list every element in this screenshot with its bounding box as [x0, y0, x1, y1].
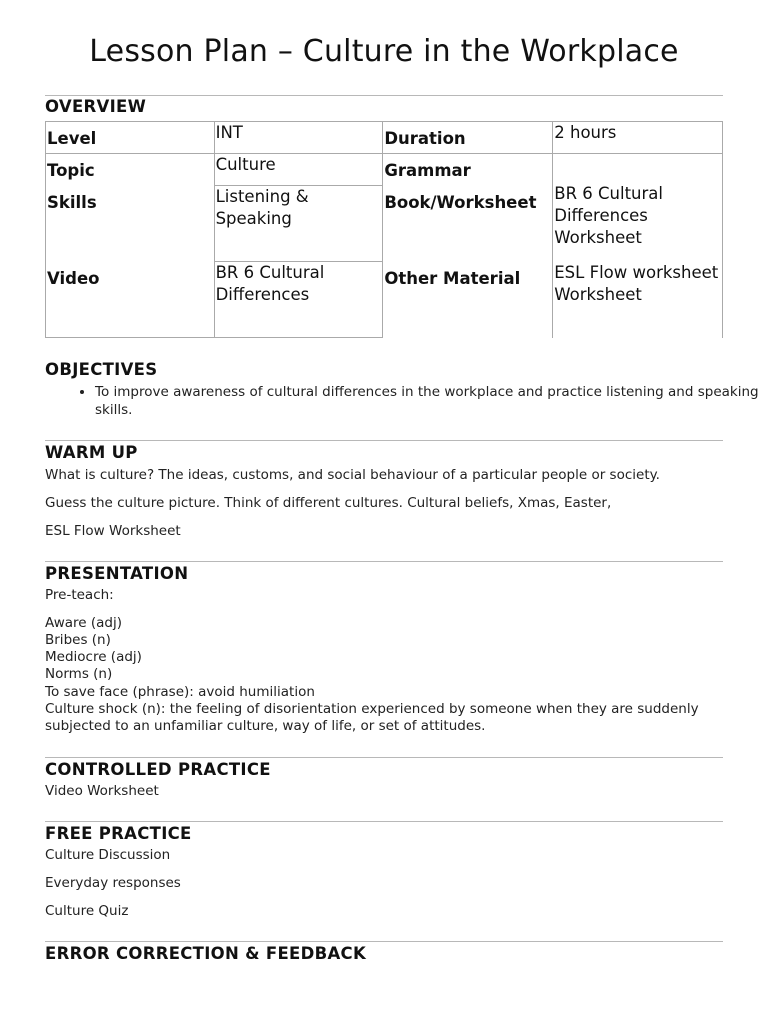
controlled-practice-heading: CONTROLLED PRACTICE — [45, 760, 271, 779]
vocab-item: To save face (phrase): avoid humiliation — [45, 684, 315, 700]
duration-value: 2 hours — [553, 122, 723, 154]
section-divider — [45, 821, 723, 822]
free-practice-line: Culture Discussion — [45, 847, 171, 863]
section-divider — [45, 440, 723, 441]
video-label: Video — [46, 262, 215, 338]
error-correction-heading: ERROR CORRECTION & FEEDBACK — [45, 944, 367, 963]
book-label: Book/Worksheet — [383, 186, 553, 262]
free-practice-line: Everyday responses — [45, 875, 181, 891]
warm-up-line: Guess the culture picture. Think of different cultures. Cultural beliefs, Xmas, Easter, — [45, 495, 612, 511]
vocab-item: Culture shock (n): the feeling of disorientation experienced by someone when they are suddenly subjected to an unfamiliar culture, way of life, or set of attitudes. — [45, 701, 699, 734]
overview-row-video — [46, 262, 723, 338]
topic-value: Culture — [214, 154, 383, 186]
vocab-item: Aware (adj) — [45, 615, 122, 631]
vocab-item: Bribes (n) — [45, 632, 111, 648]
overview-row-topic — [46, 154, 723, 186]
section-divider — [45, 941, 723, 942]
pre-teach-label: Pre-teach: — [45, 587, 114, 603]
objectives-list — [45, 383, 765, 419]
free-practice-line: Culture Quiz — [45, 903, 129, 919]
overview-row-level — [46, 122, 723, 154]
section-divider — [45, 757, 723, 758]
warm-up-line: What is culture? The ideas, customs, and social behaviour of a particular people or society. — [45, 467, 660, 483]
warm-up-line: ESL Flow Worksheet — [45, 523, 181, 539]
document-title: Lesson Plan – Culture in the Workplace — [89, 34, 679, 69]
book-value: BR 6 Cultural Differences Worksheet — [553, 154, 723, 262]
warm-up-heading: WARM UP — [45, 443, 138, 462]
objectives-heading: OBJECTIVES — [45, 360, 158, 379]
level-value: INT — [214, 122, 383, 154]
overview-table — [45, 121, 723, 338]
video-value: BR 6 Cultural Differences — [214, 262, 383, 338]
skills-label: Skills — [46, 186, 215, 262]
level-label: Level — [46, 122, 215, 154]
section-divider — [45, 95, 723, 96]
other-material-label: Other Material — [384, 268, 521, 288]
vocab-item: Mediocre (adj) — [45, 649, 142, 665]
controlled-practice-line: Video Worksheet — [45, 783, 159, 799]
skills-value: Listening & Speaking — [214, 186, 383, 262]
vocab-item: Norms (n) — [45, 666, 113, 682]
other-material-value: ESL Flow worksheet Worksheet — [553, 262, 723, 338]
topic-label: Topic — [46, 154, 215, 186]
objective-item: • To improve awareness of cultural differences in the workplace and practice listening and speaking skills. — [95, 383, 765, 419]
section-divider — [45, 561, 723, 562]
overview-heading: OVERVIEW — [45, 97, 147, 116]
duration-label: Duration — [383, 122, 553, 154]
free-practice-heading: FREE PRACTICE — [45, 824, 192, 843]
grammar-label: Grammar — [383, 154, 553, 186]
presentation-heading: PRESENTATION — [45, 564, 189, 583]
